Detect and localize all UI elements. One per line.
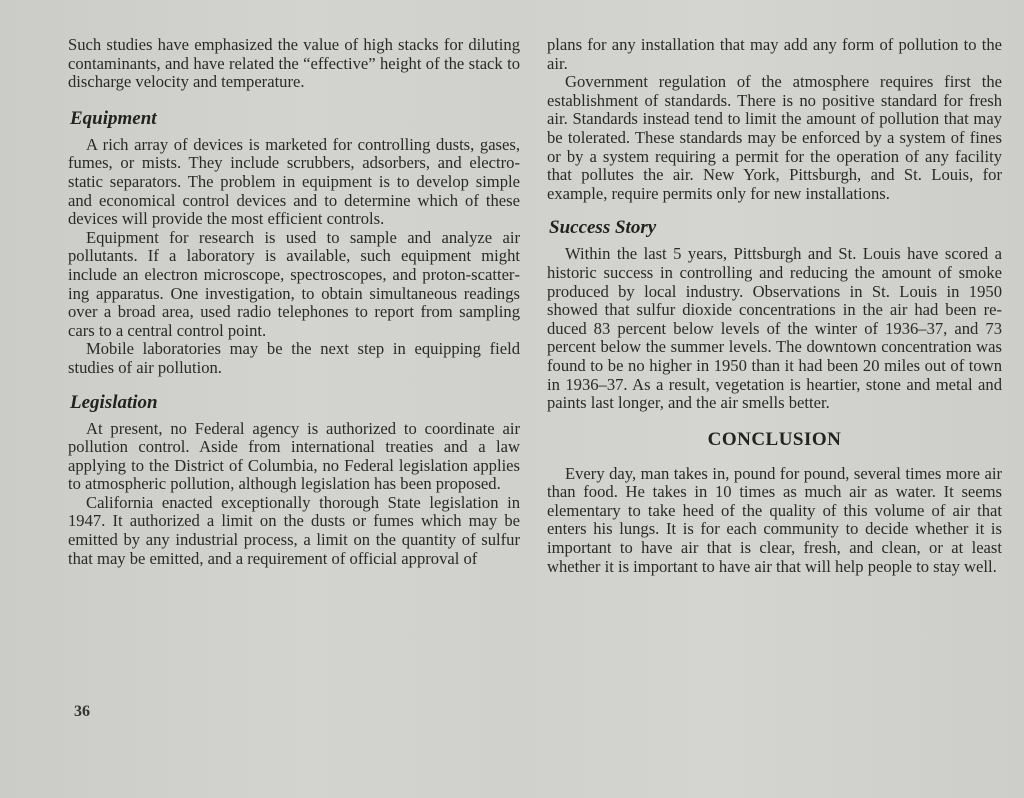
equipment-paragraph-1: A rich array of devices is marketed for controlling dusts, gases, fumes, or mists. They include scrubbers, adsorbers, and electrostatic separators. The problem in equipment is to develop simple and economical control devices and to determine which of these devices will provide the most efficient controls. [68,134,520,229]
conclusion-heading: CONCLUSION [707,428,842,450]
right-column [547,36,1002,576]
government-paragraph: Government regulation of the atmosphere requires first the establishment of standards. There is no positive standard for fresh air. Standards instead tend to limit the amount of pollution that may be tolerated. These standards may be enforced by a system of fines or by a system requiring a permit for the operation of any facility that pollutes the air. New York, Pittsburgh, and St. Louis, for example, require permits only for new installations. [547,72,1002,203]
conclusion-paragraph: Every day, man takes in, pound for pound, several times more air than food. He takes in 10 times as much air as water. It seems elementary to take heed of the quality of this volume of air that enters his lungs. It is for each community to decide whether it is important to have air that is clear, fresh, and clean, or at least whether it is important to have air that will help people to stay well. [547,463,1002,576]
success-story-heading: Success Story [549,217,657,239]
equipment-heading: Equipment [70,107,157,129]
continued-paragraph: plans for any installation that may add any form of pollution to the air. [547,35,1002,73]
equipment-paragraph-2: Equipment for research is used to sample and analyze air pollutants. If a laboratory is available, such equipment might include an electron microscope, spectroscopes, and proton-scattering apparatus. One investigation, to obtain simultaneous readings over a broad area, used radio telephones to report from sampling cars to a central control point. [68,227,520,340]
equipment-paragraph-3: Mobile laboratories may be the next step in equipping field studies of air pollution. [68,339,520,377]
legislation-paragraph-1: At present, no Federal agency is authorized to coordinate air pollution control. Aside from international treaties and a law applying to the District of Columbia, no Federal legislation applies to atmospheric pollution, although legislation has been proposed. [68,418,520,494]
intro-paragraph: Such studies have emphasized the value of high stacks for diluting contaminants, and have related the “effective” height of the stack to discharge velocity and temperature. [68,35,520,92]
legislation-paragraph-2: California enacted exceptionally thorough State legislation in 1947. It authorized a limit on the dusts or fumes which may be emitted by any industrial process, a limit on the quantity of sulfur that may be emitted, and a requirement of official approval of [68,492,520,568]
success-story-paragraph: Within the last 5 years, Pittsburgh and St. Louis have scored a historic success in controlling and reducing the amount of smoke produced by local industry. Observations in St. Louis in 1950 showed that sulfur dioxide concentrations in the air had been reduced 83 percent below levels of the winter of 1936–37, and 73 percent below the summer levels. The downtown concentration was found to be no higher in 1950 than it had been 20 miles out of town in 1936–37. As a result, vegetation is heartier, stone and metal and paints last longer, and the air smells better. [547,244,1002,413]
left-column [68,36,520,568]
page-number: 36 [74,703,90,720]
legislation-heading: Legislation [70,391,158,413]
